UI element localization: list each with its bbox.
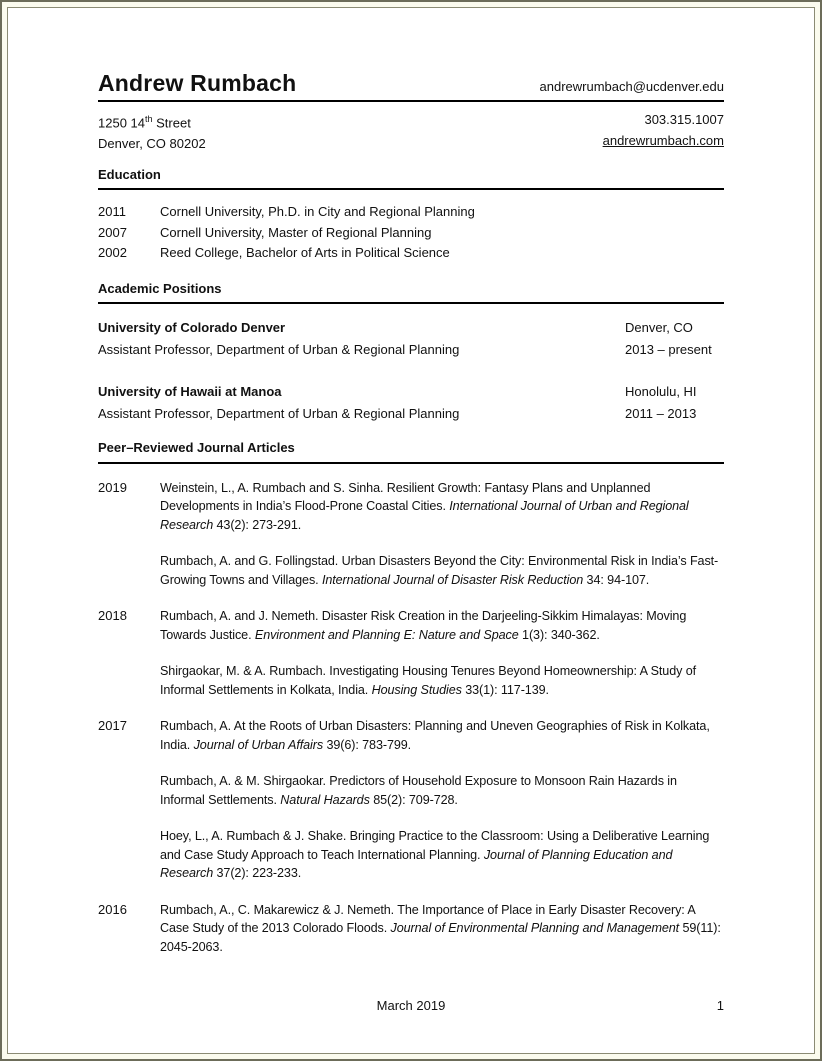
position-line — [98, 339, 724, 361]
position-line — [98, 381, 724, 403]
education-row — [98, 223, 724, 244]
footer-date: March 2019 — [376, 998, 446, 1013]
phone-number: 303.315.1007 — [644, 111, 724, 127]
section-heading-academic-positions: Academic Positions — [98, 280, 724, 305]
publication-citation: Hoey, L., A. Rumbach & J. Shake. Bringing Practice to the Classroom: Using a Deliberative Learning and Case Study Approach to Teach International Planning. Journal of Planning Education and Research 37(2): 223-233. — [160, 829, 710, 881]
publication-citation: Rumbach, A. At the Roots of Urban Disasters: Planning and Uneven Geographies of Risk in Kolkata, India. Journal of Urban Affairs 39(6): 783-799. — [160, 719, 710, 752]
section-education — [98, 166, 724, 264]
publication-year: 2018 — [98, 608, 127, 624]
publication-year: 2016 — [98, 901, 127, 917]
education-text: Reed College, Bachelor of Arts in Political Science — [160, 245, 450, 261]
position-dates: 2011 – 2013 — [625, 405, 697, 421]
contact-block — [603, 109, 724, 154]
position-line — [98, 403, 724, 425]
publication-citation: Weinstein, L., A. Rumbach and S. Sinha. Resilient Growth: Fantasy Plans and Unplanned Developments in India’s Flood-Prone Coastal Cities. International Journal of Urban and Regional Research 43(2): 273-291. — [160, 480, 689, 532]
publication-year: 2019 — [98, 479, 127, 495]
publication-citation: Rumbach, A. and J. Nemeth. Disaster Risk Creation in the Darjeeling-Sikkim Himalayas: Moving Towards Justice. Environment and Planning E: Nature and Space 1(3): 340-362. — [160, 609, 687, 642]
education-rows — [98, 202, 724, 264]
publication-list — [98, 479, 724, 975]
education-year: 2011 — [98, 204, 126, 220]
position-location: Honolulu, HI — [625, 384, 697, 400]
position-institution: University of Hawaii at Manoa — [98, 384, 282, 400]
publication-citations — [160, 901, 724, 975]
publication-entry — [98, 901, 724, 975]
publication-citation: Rumbach, A. & M. Shirgaokar. Predictors of Household Exposure to Monsoon Rain Hazards in Informal Settlements. Natural Hazards 85(2): 709-728. — [160, 774, 677, 807]
position-title: Assistant Professor, Department of Urban & Regional Planning — [98, 341, 460, 357]
publication-citations — [160, 717, 724, 901]
education-row — [98, 243, 724, 264]
education-row — [98, 202, 724, 223]
publication-year: 2017 — [98, 718, 127, 734]
resume-page — [7, 7, 815, 1054]
address-line-2: Denver, CO 80202 — [98, 135, 206, 151]
position-list — [98, 317, 724, 424]
resume-header — [98, 70, 724, 154]
address-block — [98, 109, 206, 154]
education-year: 2007 — [98, 224, 127, 240]
position-block — [98, 317, 724, 360]
publication-citation: Rumbach, A., C. Makarewicz & J. Nemeth. The Importance of Place in Early Disaster Recovery: A Case Study of the 2013 Colorado Floods. Journal of Environmental Planning and Management 59(11): 2045-2063. — [160, 902, 721, 954]
page-footer — [98, 998, 724, 1013]
publication-entry — [98, 479, 724, 608]
section-publications — [98, 439, 724, 974]
name-row — [98, 70, 724, 97]
publication-citations — [160, 479, 724, 608]
publication-citations — [160, 607, 724, 717]
header-rule — [98, 100, 724, 102]
position-location: Denver, CO — [625, 320, 693, 336]
person-name: Andrew Rumbach — [98, 70, 297, 96]
website-link[interactable]: andrewrumbach.com — [602, 132, 724, 148]
section-heading-education: Education — [98, 166, 724, 191]
education-text: Cornell University, Ph.D. in City and Regional Planning — [160, 204, 475, 220]
position-block — [98, 381, 724, 424]
publication-citation: Shirgaokar, M. & A. Rumbach. Investigating Housing Tenures Beyond Homeownership: A Study of Informal Settlements in Kolkata, India. Housing Studies 33(1): 117-139. — [160, 664, 697, 697]
position-institution: University of Colorado Denver — [98, 320, 286, 336]
resume-content — [98, 70, 724, 1053]
publication-entry — [98, 717, 724, 901]
education-text: Cornell University, Master of Regional Planning — [160, 224, 432, 240]
position-title: Assistant Professor, Department of Urban & Regional Planning — [98, 405, 460, 421]
education-year: 2002 — [98, 245, 127, 261]
address-line-1: 1250 14th Street — [98, 113, 191, 130]
address-row — [98, 109, 724, 154]
position-dates: 2013 – present — [625, 341, 712, 357]
publication-citation: Rumbach, A. and G. Follingstad. Urban Disasters Beyond the City: Environmental Risk in India’s Fast-Growing Towns and Villages. International Journal of Disaster Risk Reduction 34: 94-107. — [160, 554, 719, 587]
section-heading-publications: Peer–Reviewed Journal Articles — [98, 439, 724, 464]
email-text: andrewrumbach@ucdenver.edu — [539, 79, 724, 94]
section-academic-positions — [98, 280, 724, 425]
page-number: 1 — [716, 998, 724, 1013]
position-line — [98, 317, 724, 339]
publication-entry — [98, 607, 724, 717]
